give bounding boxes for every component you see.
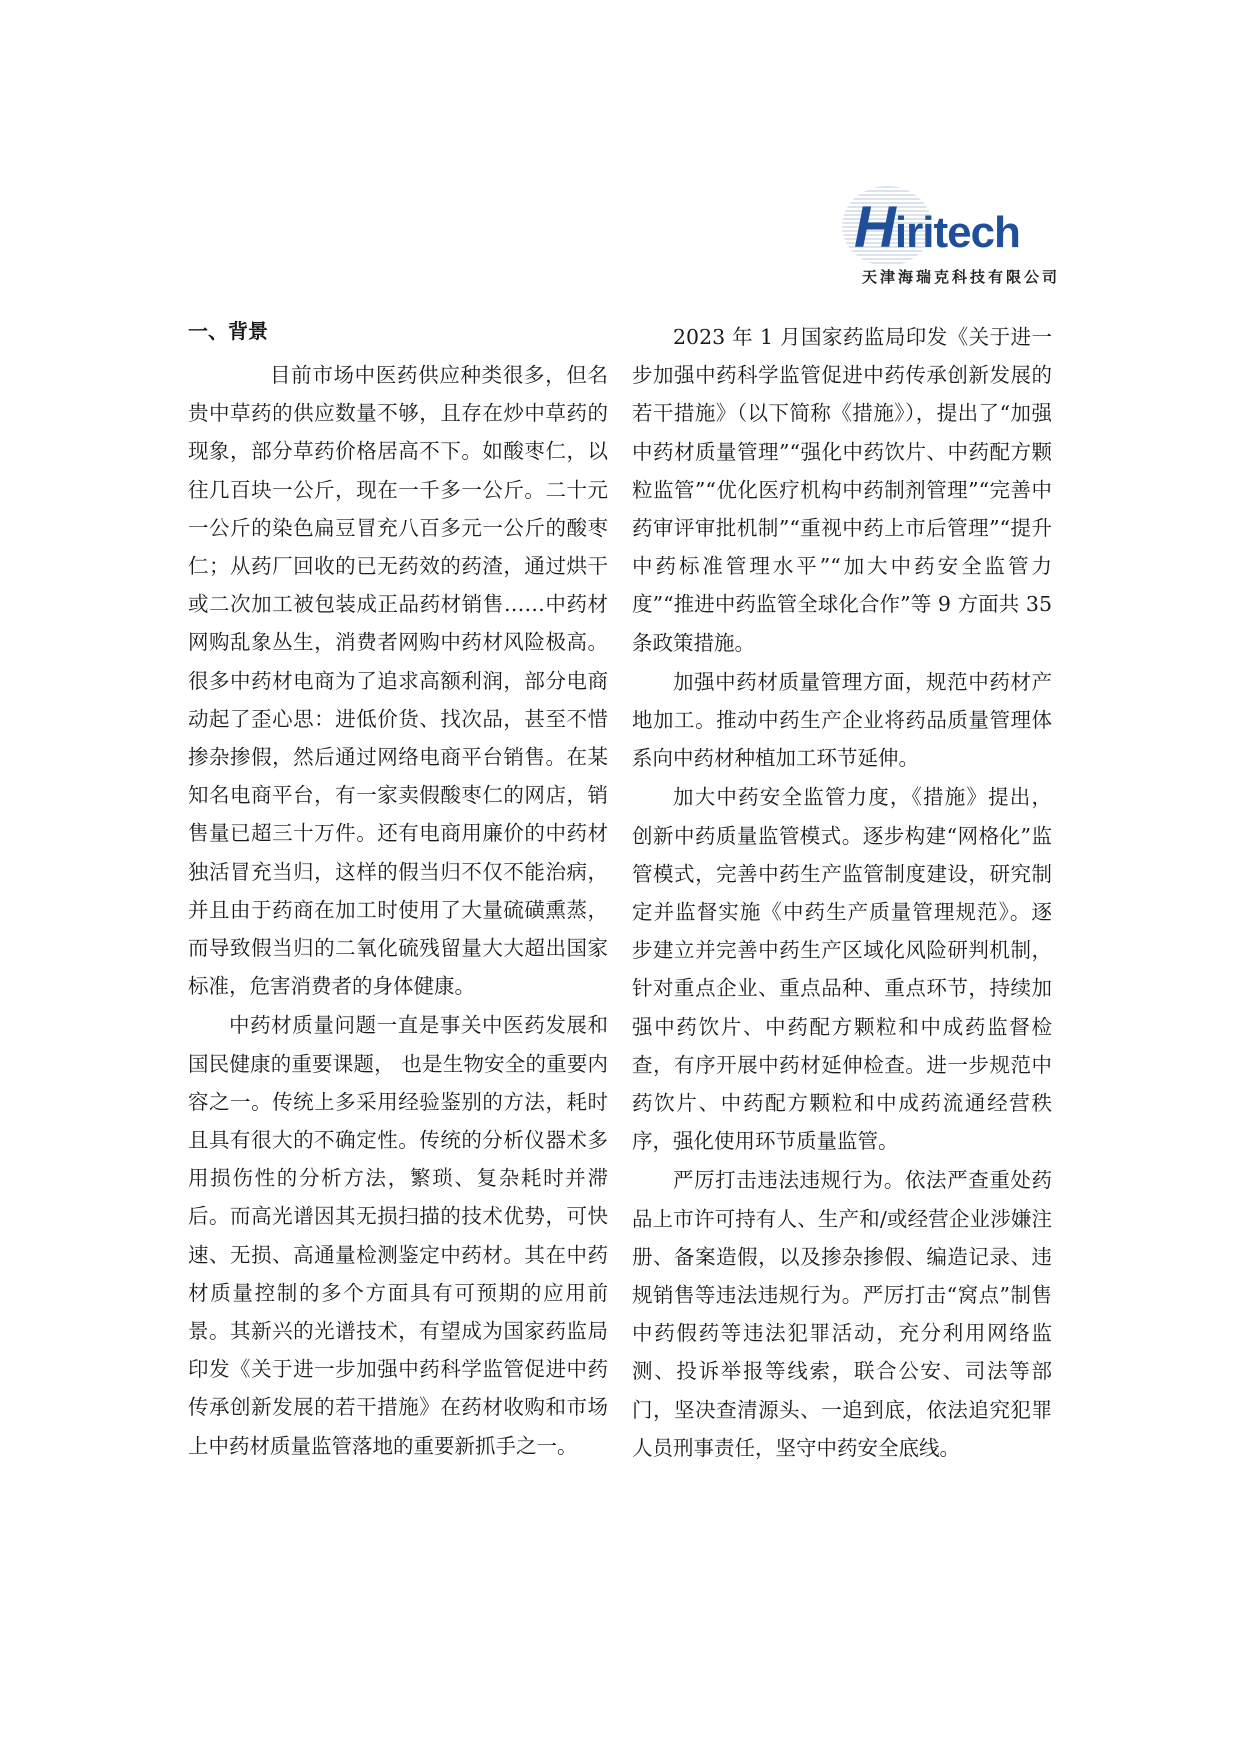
paragraph: 2023 年 1 月国家药监局印发《关于进一步加强中药科学监管促进中药传承创新发展的若干措施》（以下简称《措施》），提出了“加强中药材质量管理”“强化中药饮片、中药配方颗粒监管”“优化医疗机构中药制剂管理”“完善中药审评审批机制”“重视中药上市后管理”“提升中药标准管理水平”“加大中药安全监管力度”“推进中药监管全球化合作”等 9 方面共 35 条政策措施。: [632, 325, 1052, 655]
logo-wordmark: [854, 194, 1020, 261]
paragraph: 严厉打击违法违规行为。依法严查重处药品上市许可持有人、生产和/或经营企业涉嫌注册、备案造假，以及掺杂掺假、编造记录、违规销售等违法违规行为。严厉打击“窝点”制售中药假药等违法犯罪活动，充分利用网络监测、投诉举报等线索，联合公安、司法等部门，坚决查清源头、一追到底，依法追究犯罪人员刑事责任，坚守中药安全底线。: [632, 1168, 1052, 1460]
logo-text: iritech: [894, 208, 1020, 257]
company-logo: [830, 180, 1060, 300]
right-column: [632, 318, 1052, 1467]
company-name: 天津海瑞克科技有限公司: [861, 268, 1060, 286]
paragraph: 加强中药材质量管理方面，规范中药材产地加工。推动中药生产企业将药品质量管理体系向中药材种植加工环节延伸。: [632, 669, 1052, 771]
paragraph: 加大中药安全监管力度，《措施》提出，创新中药质量监管模式。逐步构建“网格化”监管模式，完善中药生产监管制度建设，研究制定并监督实施《中药生产质量管理规范》。逐步建立并完善中药生产区域化风险研判机制，针对重点企业、重点品种、重点环节，持续加强中药饮片、中药配方颗粒和中成药监督检查，有序开展中药材延伸检查。进一步规范中药饮片、中药配方颗粒和中成药流通经营秩序，强化使用环节质量监管。: [632, 785, 1052, 1154]
paragraph: 目前市场中医药供应种类很多，但名贵中草药的供应数量不够，且存在炒中草药的现象，部分草药价格居高不下。如酸枣仁，以往几百块一公斤，现在一千多一公斤。二十元一公斤的染色扁豆冒充八百多元一公斤的酸枣仁；从药厂回收的已无药效的药渣，通过烘干或二次加工被包装成正品药材销售……中药材网购乱象丛生，消费者网购中药材风险极高。很多中药材电商为了追求高额利润，部分电商动起了歪心思：进低价货、找次品，甚至不惜掺杂掺假，然后通过网络电商平台销售。在某知名电商平台，有一家卖假酸枣仁的网店，销售量已超三十万件。还有电商用廉价的中药材独活冒充当归，这样的假当归不仅不能治病，并且由于药商在加工时使用了大量硫磺熏蒸，而导致假当归的二氧化硫残留量大大超出国家标准，危害消费者的身体健康。: [188, 363, 608, 999]
paragraph: 中药材质量问题一直是事关中医药发展和国民健康的重要课题， 也是生物安全的重要内容之一。传统上多采用经验鉴别的方法，耗时且具有很大的不确定性。传统的分析仪器术多用损伤性的分析方法，繁琐、复杂耗时并滞后。而高光谱因其无损扫描的技术优势，可快速、无损、高通量检测鉴定中药材。其在中药材质量控制的多个方面具有可预期的应用前景。其新兴的光谱技术，有望成为国家药监局印发《关于进一步加强中药科学监管促进中药传承创新发展的若干措施》在药材收购和市场上中药材质量监管落地的重要新抓手之一。: [188, 1013, 608, 1458]
logo-mark: H: [854, 195, 895, 260]
left-column: [188, 318, 608, 1465]
section-heading: 一、背景: [188, 319, 268, 343]
